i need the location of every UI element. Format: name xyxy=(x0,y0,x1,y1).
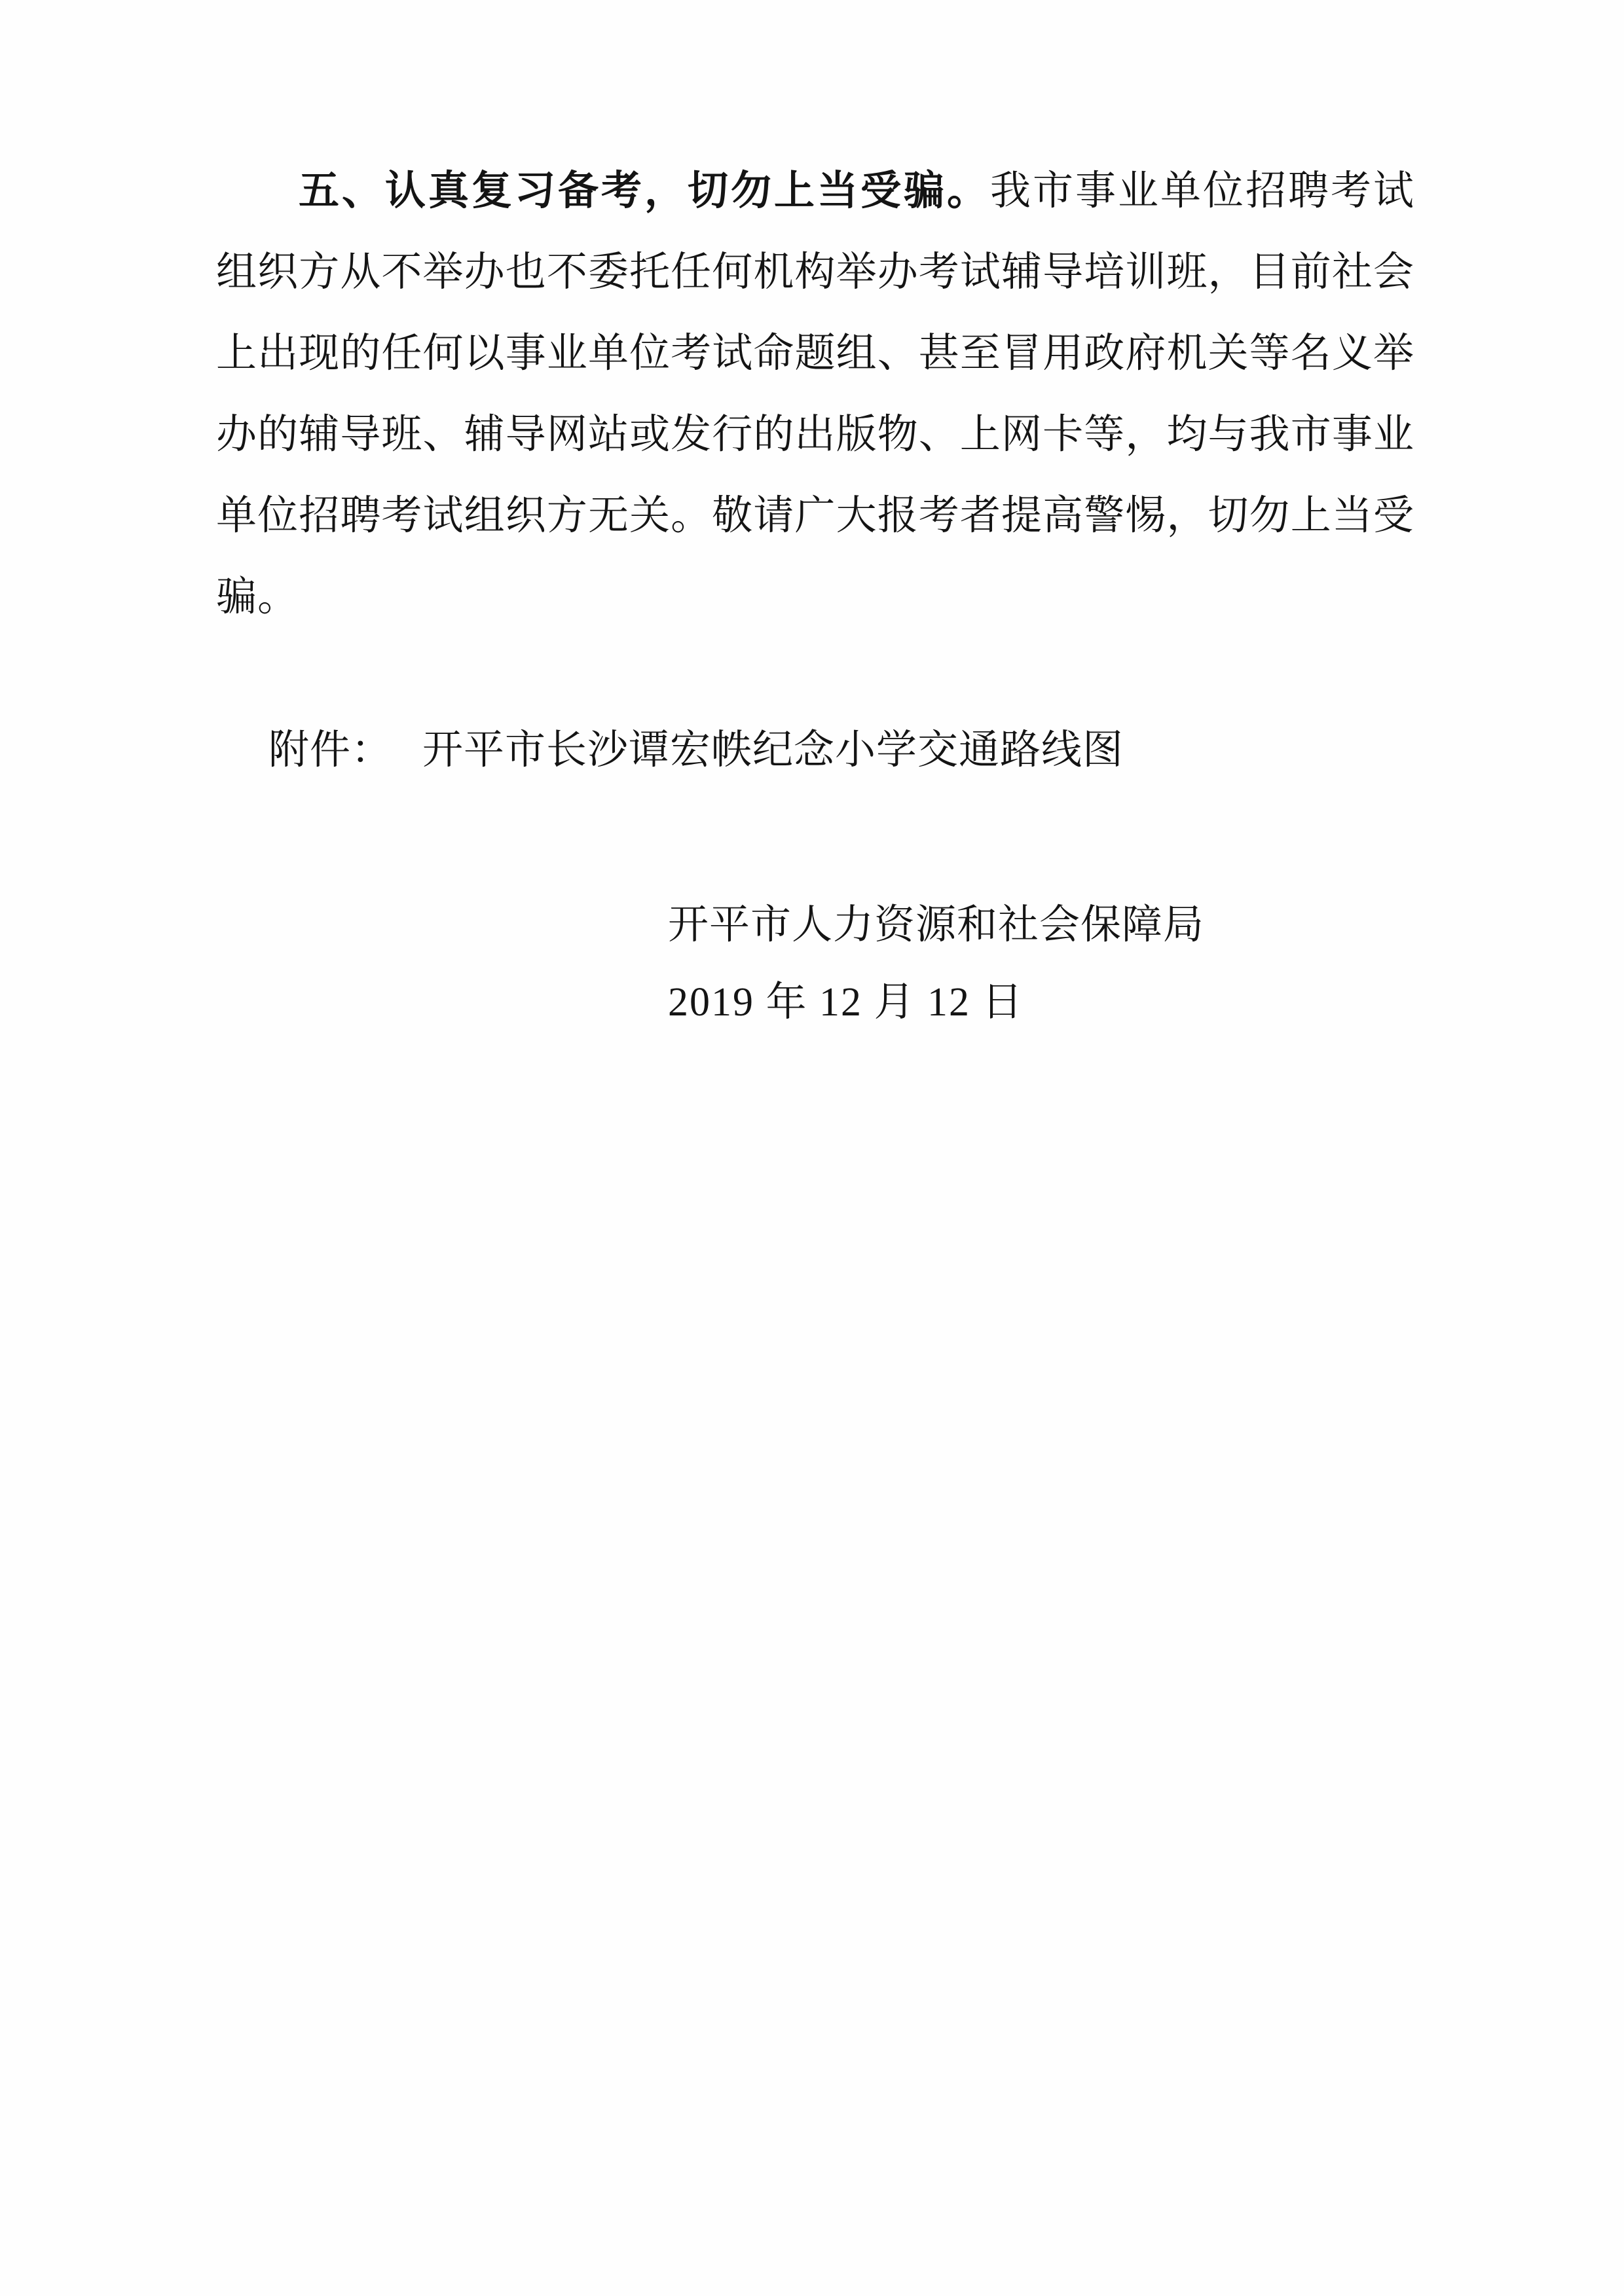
section-paragraph xyxy=(216,151,1414,638)
section-body-text: 我市事业单位招聘考试组织方从不举办也不委托任何机构举办考试辅导培训班，目前社会上出现的任何以事业单位考试命题组、甚至冒用政府机关等名义举办的辅导班、辅导网站或发行的出版物、上网卡等，均与我市事业单位招聘考试组织方无关。敬请广大报考者提高警惕，切勿上当受骗。 xyxy=(216,169,1414,619)
signature-date: 2019 年 12 月 12 日 xyxy=(668,980,1024,1025)
document-body xyxy=(216,151,1414,1041)
section-heading-inline: 五、认真复习备考，切勿上当受骗。 xyxy=(297,169,990,213)
attachment-label: 附件： xyxy=(268,728,393,773)
attachment-line xyxy=(216,711,1414,790)
attachment-title: 开平市长沙谭宏帙纪念小学交通路线图 xyxy=(422,728,1124,773)
signature-issuer: 开平市人力资源和社会保障局 xyxy=(668,903,1205,947)
signature-block xyxy=(216,886,1414,1041)
